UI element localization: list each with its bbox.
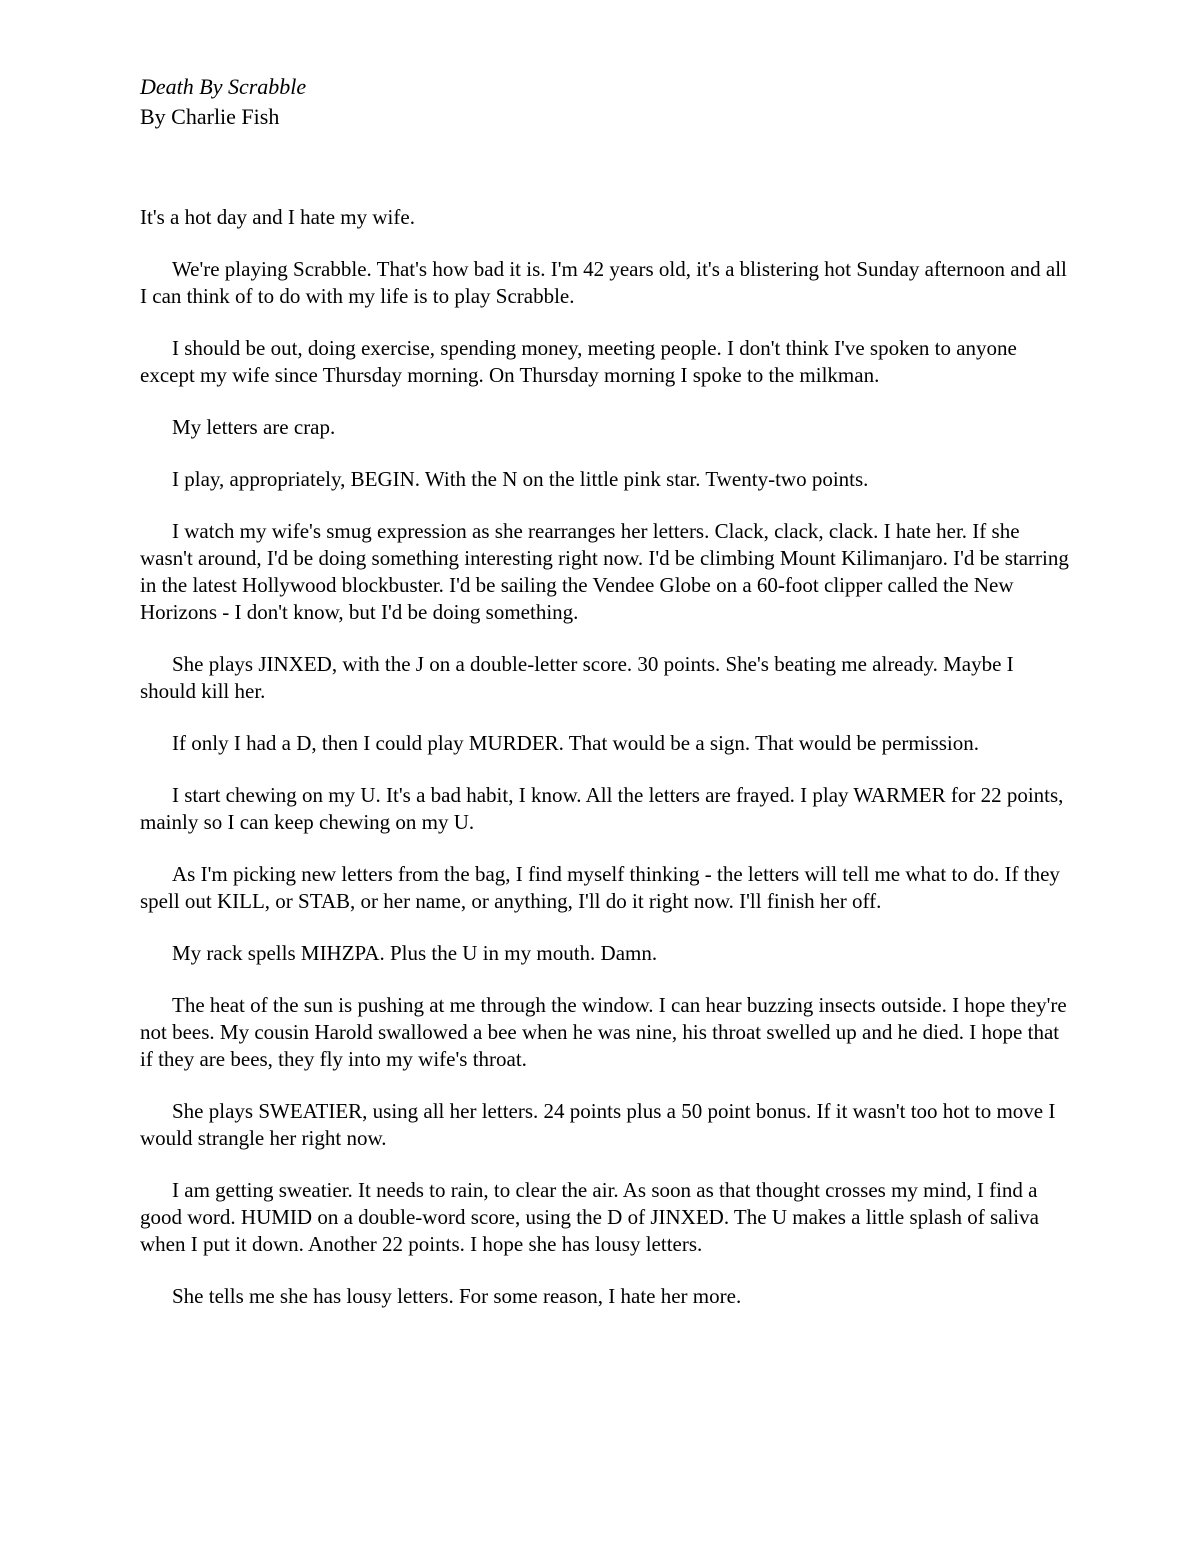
paragraph-9: I start chewing on my U. It's a bad habit, I know. All the letters are frayed. I play WARMER for 22 points, mainly so I can keep chewing on my U. [140,783,1064,834]
paragraph-1: It's a hot day and I hate my wife. [140,205,415,229]
paragraph-2: We're playing Scrabble. That's how bad it is. I'm 42 years old, it's a blistering hot Sunday afternoon and all I can think of to do with my life is to play Scrabble. [140,257,1067,308]
paragraph-5: I play, appropriately, BEGIN. With the N on the little pink star. Twenty-two points. [172,467,869,491]
paragraph-3: I should be out, doing exercise, spending money, meeting people. I don't think I've spoken to anyone except my wife since Thursday morning. On Thursday morning I spoke to the milkman. [140,336,1017,387]
paragraph-7: She plays JINXED, with the J on a double-letter score. 30 points. She's beating me already. Maybe I should kill her. [140,652,1014,703]
paragraph-8: If only I had a D, then I could play MURDER. That would be a sign. That would be permission. [172,731,980,755]
paragraph-10: As I'm picking new letters from the bag, I find myself thinking - the letters will tell me what to do. If they spell out KILL, or STAB, or her name, or anything, I'll do it right now. I'll finish her off. [140,862,1060,913]
paragraph-14: I am getting sweatier. It needs to rain, to clear the air. As soon as that thought crosses my mind, I find a good word. HUMID on a double-word score, using the D of JINXED. The U makes a little splash of saliva when I put it down. Another 22 points. I hope she has lousy letters. [140,1178,1039,1256]
paragraph-4: My letters are crap. [172,415,336,439]
paragraph-6: I watch my wife's smug expression as she rearranges her letters. Clack, clack, clack. I hate her. If she wasn't around, I'd be doing something interesting right now. I'd be climbing Mount Kilimanjaro. I'd be starring in the latest Hollywood blockbuster. I'd be sailing the Vendee Globe on a 60-foot clipper called the New Horizons - I don't know, but I'd be doing something. [140,519,1069,624]
story-title: Death By Scrabble [140,74,307,99]
paragraph-11: My rack spells MIHZPA. Plus the U in my mouth. Damn. [172,941,658,965]
story-byline: By Charlie Fish [140,104,280,129]
paragraph-13: She plays SWEATIER, using all her letters. 24 points plus a 50 point bonus. If it wasn't too hot to move I would strangle her right now. [140,1099,1056,1150]
paragraph-12: The heat of the sun is pushing at me through the window. I can hear buzzing insects outside. I hope they're not bees. My cousin Harold swallowed a bee when he was nine, his throat swelled up and he died. I hope that if they are bees, they fly into my wife's throat. [140,993,1067,1071]
paragraph-15: She tells me she has lousy letters. For some reason, I hate her more. [172,1284,742,1308]
document-page [140,72,1070,1335]
